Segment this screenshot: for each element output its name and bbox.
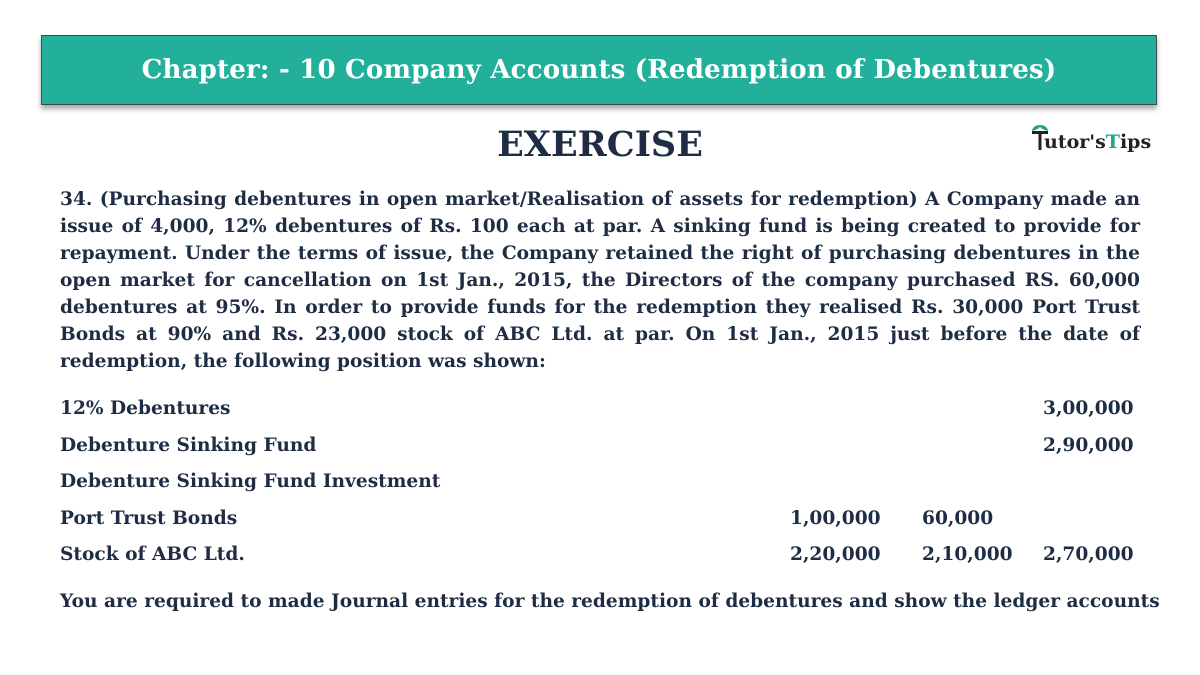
- row-label: Port Trust Bonds: [60, 507, 238, 529]
- row-value-c: 2,90,000: [1043, 434, 1134, 456]
- tutors-tips-logo: [1030, 118, 1165, 152]
- row-value-c: 3,00,000: [1043, 398, 1134, 419]
- question-text: 34. (Purchasing debentures in open market/Realisation of assets for redemption) A Company made an issue of 4,000, 12% debentures of Rs. 100 each at par. A sinking fund is being created to provide for repayment. Under the terms of issue, the Company retained the right of purchasing debentures in the open market for cancellation on 1st Jan., 2015, the Directors of the company purchased RS. 60,000 debentures at 95%. In order to provide funds for the redemption they realised Rs. 30,000 Port Trust Bonds at 90% and Rs. 23,000 stock of ABC Ltd. at par. On 1st Jan., 2015 just before the date of redemption, the following position was shown:: [60, 189, 1140, 372]
- chapter-banner: [41, 35, 1157, 105]
- row-value-c: 2,70,000: [1043, 544, 1134, 565]
- table-row: [60, 430, 1140, 467]
- row-value-b: 60,000: [922, 507, 994, 529]
- exercise-heading: EXERCISE: [497, 124, 703, 165]
- chapter-title: Chapter: - 10 Company Accounts (Redemption of Debentures): [141, 55, 1057, 85]
- row-value-a: 2,20,000: [790, 544, 881, 565]
- logo-text-part2: T: [1105, 131, 1120, 153]
- table-row: [60, 466, 1140, 503]
- logo-text: [1044, 133, 1151, 152]
- row-label: 12% Debentures: [60, 398, 231, 419]
- logo-text-part1: utor's: [1044, 131, 1106, 153]
- row-value-a: 1,00,000: [790, 507, 881, 529]
- logo-text-part3: ips: [1119, 131, 1152, 153]
- table-row: [60, 503, 1140, 540]
- row-label: Stock of ABC Ltd.: [60, 544, 245, 565]
- position-table: [60, 393, 1140, 576]
- table-row: [60, 539, 1140, 576]
- row-value-b: 2,10,000: [922, 544, 1013, 565]
- row-label: Debenture Sinking Fund Investment: [60, 471, 441, 492]
- row-label: Debenture Sinking Fund: [60, 434, 317, 456]
- table-row: [60, 393, 1140, 430]
- instruction-text: You are required to made Journal entries for the redemption of debentures and show the ledger accounts: [60, 591, 1160, 612]
